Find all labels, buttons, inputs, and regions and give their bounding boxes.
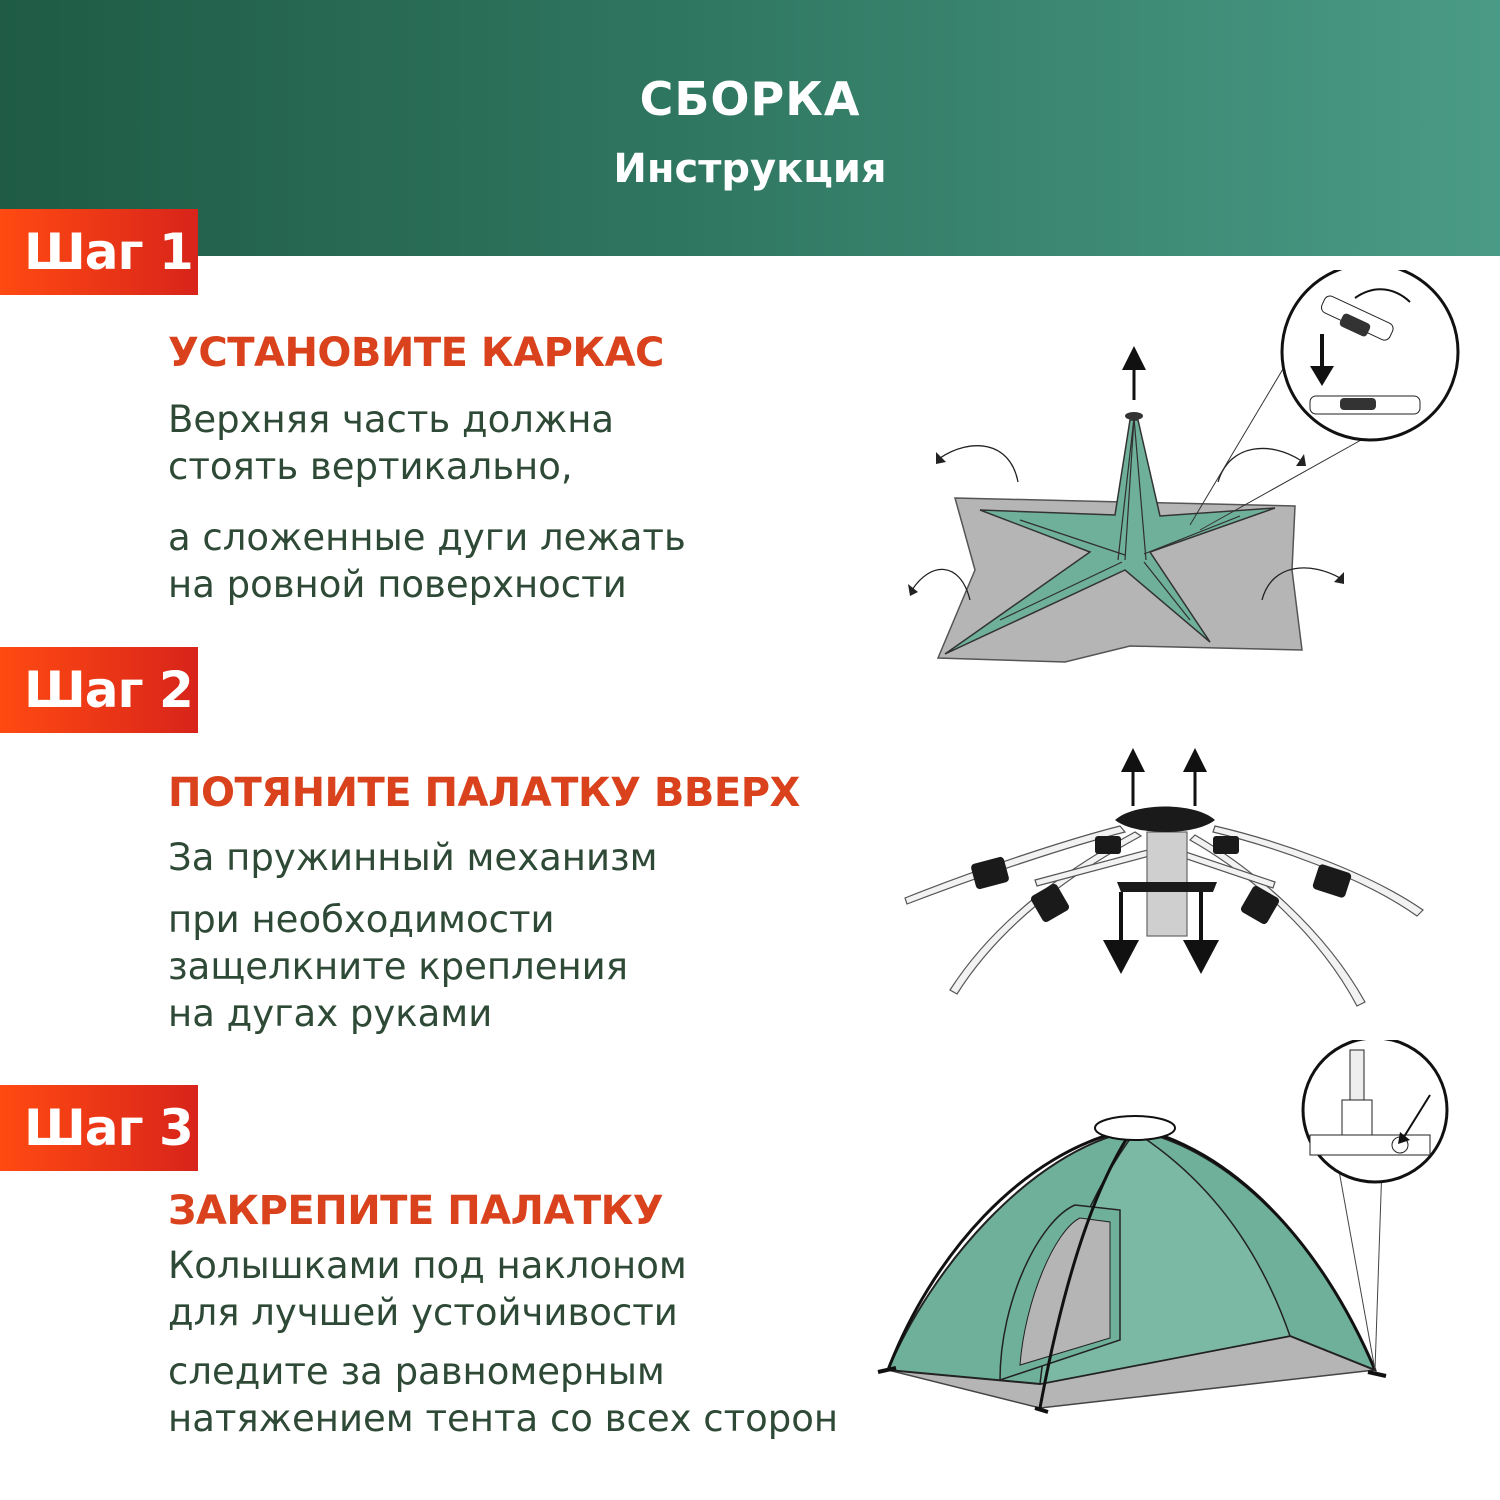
page-title: СБОРКА xyxy=(639,72,861,126)
stake-detail-circle xyxy=(1303,1040,1447,1182)
page-subtitle: Инструкция xyxy=(613,146,887,192)
top-hub xyxy=(1125,412,1143,420)
up-arrows-icon xyxy=(1121,748,1207,806)
step-1-badge: Шаг 1 xyxy=(0,209,198,295)
step-3-heading: ЗАКРЕПИТЕ ПАЛАТКУ xyxy=(168,1188,664,1234)
step-1-heading: УСТАНОВИТЕ КАРКАС xyxy=(168,330,664,376)
hinge-detail-circle xyxy=(1282,270,1458,440)
up-arrow-icon xyxy=(1122,346,1146,400)
assembled-tent-illustration xyxy=(870,1040,1460,1420)
step-3-badge: Шаг 3 xyxy=(0,1085,198,1171)
step-3-text-2: следите за равномерным натяжением тента со всех сторон xyxy=(168,1350,839,1440)
folded-frame-illustration xyxy=(900,270,1480,670)
step-2-text-1: За пружинный механизм xyxy=(168,836,658,879)
header-banner xyxy=(0,0,1500,256)
step-2-heading: ПОТЯНИТЕ ПАЛАТКУ ВВЕРХ xyxy=(168,770,800,816)
step-2-text-2: при необходимости защелкните крепления на дугах руками xyxy=(168,898,628,1035)
spring-mechanism-illustration xyxy=(895,740,1435,1015)
top-hub xyxy=(1115,807,1215,833)
mid-hub xyxy=(1117,882,1217,892)
step-2-badge: Шаг 2 xyxy=(0,647,198,733)
step-3-text-1: Колышками под наклоном для лучшей устойчивости xyxy=(168,1244,687,1334)
step-1-text-2: а сложенные дуги лежать на ровной поверхности xyxy=(168,516,686,606)
step-1-text-1: Верхняя часть должна стоять вертикально, xyxy=(168,398,615,488)
top-hub xyxy=(1095,1116,1175,1140)
